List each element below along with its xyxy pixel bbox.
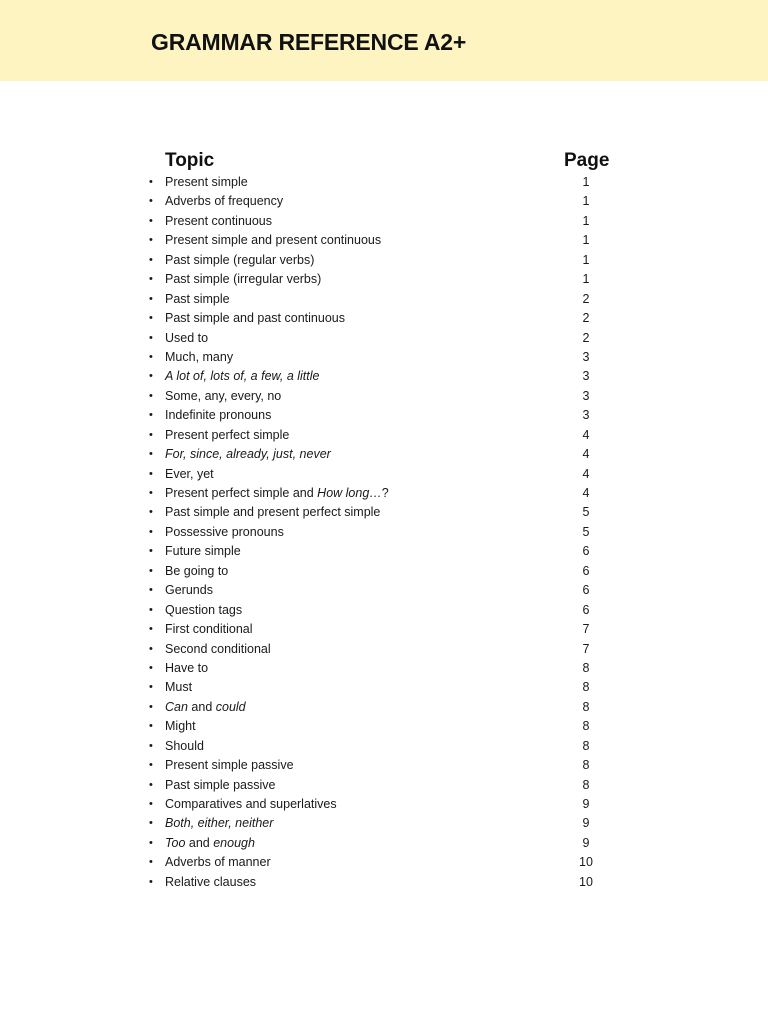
- topic-text: Past simple (irregular verbs): [165, 272, 322, 287]
- list-item: [0, 873, 768, 892]
- page-number: 1: [582, 194, 590, 209]
- list-item: [0, 348, 768, 367]
- page-number: 6: [582, 544, 590, 559]
- bullet-icon: •: [149, 487, 153, 499]
- topic-text: Future simple: [165, 544, 241, 559]
- topic-text: Present perfect simple and: [165, 486, 318, 500]
- page-number: 2: [582, 311, 590, 326]
- bullet-icon: •: [149, 176, 153, 188]
- header-band: [0, 0, 768, 81]
- page-number: 3: [582, 388, 590, 403]
- topic-text: Second conditional: [165, 641, 271, 656]
- page-number: 8: [582, 738, 590, 753]
- topic-name: [165, 678, 192, 697]
- topic-name: [165, 192, 283, 211]
- topic-text: Comparatives and superlatives: [165, 797, 337, 811]
- topic-text: Possessive pronouns: [165, 524, 284, 539]
- bullet-icon: •: [149, 875, 153, 888]
- bullet-icon: •: [149, 661, 153, 674]
- topic-text: Relative clauses: [165, 874, 257, 889]
- topic-text: A lot of, lots of, a few, a little: [165, 369, 320, 384]
- page-number: 10: [579, 874, 593, 889]
- list-item: [0, 309, 768, 328]
- topic-text: First conditional: [165, 622, 253, 637]
- list-item: [0, 465, 768, 484]
- topic-name: [165, 348, 233, 367]
- topic-name: [165, 465, 214, 484]
- topic-text: Past simple (regular verbs): [165, 252, 315, 267]
- topic-text: and: [185, 835, 214, 850]
- list-item: [0, 678, 768, 697]
- bullet-icon: •: [149, 642, 153, 655]
- topic-list: [0, 173, 768, 892]
- topic-name: [165, 698, 246, 717]
- list-item: [0, 853, 768, 872]
- topic-text: Used to: [165, 330, 209, 345]
- bullet-icon: •: [149, 759, 153, 772]
- bullet-icon: •: [149, 292, 153, 305]
- list-item: [0, 192, 768, 211]
- page-number: 2: [582, 291, 590, 306]
- list-item: [0, 659, 768, 678]
- topic-text: enough: [213, 835, 255, 850]
- page-number: 6: [582, 563, 590, 578]
- bullet-icon: •: [149, 467, 153, 480]
- page-number: 8: [582, 777, 590, 792]
- topic-name: [165, 503, 380, 522]
- topic-name: [165, 406, 271, 425]
- topic-name: [165, 270, 321, 289]
- bullet-icon: •: [149, 370, 153, 383]
- page-number: 1: [582, 233, 590, 248]
- list-item: [0, 445, 768, 464]
- bullet-icon: •: [149, 603, 153, 616]
- page-number: 8: [582, 719, 590, 734]
- topic-name: [165, 756, 294, 775]
- bullet-icon: •: [149, 817, 153, 830]
- topic-name: [165, 601, 242, 620]
- list-item: [0, 251, 768, 270]
- topic-text: Past simple passive: [165, 777, 276, 792]
- page-number: 9: [582, 797, 590, 811]
- bullet-icon: •: [149, 720, 153, 733]
- topic-text: Some, any, every, no: [165, 388, 282, 403]
- bullet-icon: •: [149, 214, 153, 227]
- page-number: 8: [582, 758, 590, 773]
- list-item: [0, 737, 768, 756]
- page-number: 1: [582, 252, 590, 267]
- bullet-icon: •: [149, 798, 153, 810]
- list-item: [0, 406, 768, 425]
- page-number: 7: [582, 622, 590, 637]
- topic-text: Much, many: [165, 349, 234, 364]
- page-number: 7: [582, 641, 590, 656]
- bullet-icon: •: [149, 273, 153, 286]
- list-item: [0, 620, 768, 639]
- bullet-icon: •: [149, 234, 153, 247]
- topic-text: Might: [165, 719, 196, 734]
- topic-name: [165, 640, 271, 659]
- list-item: [0, 542, 768, 561]
- bullet-icon: •: [149, 253, 153, 266]
- list-item: [0, 387, 768, 406]
- topic-text: Too: [165, 835, 186, 850]
- list-item: [0, 212, 768, 231]
- topic-text: Present perfect simple: [165, 427, 290, 442]
- topic-text: Gerunds: [165, 583, 213, 598]
- topic-name: [165, 290, 230, 309]
- page-number: 10: [579, 855, 593, 870]
- page-number: 8: [582, 660, 590, 675]
- list-item: [0, 173, 768, 192]
- list-item: [0, 503, 768, 522]
- topic-text: For, since, already, just, never: [165, 447, 331, 462]
- list-item: [0, 562, 768, 581]
- list-item: [0, 601, 768, 620]
- list-item: [0, 776, 768, 795]
- bullet-icon: •: [149, 195, 153, 208]
- topic-text: Indefinite pronouns: [165, 408, 272, 423]
- topic-text: Be going to: [165, 563, 229, 578]
- topic-name: [165, 659, 208, 678]
- bullet-icon: •: [149, 739, 153, 752]
- topic-name: [165, 814, 273, 833]
- topic-text: Present simple and present continuous: [165, 233, 382, 248]
- topic-name: [165, 251, 314, 270]
- topic-text: and: [187, 699, 216, 714]
- topic-name: [165, 212, 272, 231]
- list-item: [0, 329, 768, 348]
- topic-name: [165, 562, 228, 581]
- list-item: [0, 756, 768, 775]
- bullet-icon: •: [149, 545, 153, 558]
- topic-text: Past simple and past continuous: [165, 311, 345, 326]
- topic-name: [165, 173, 248, 192]
- topic-name: [165, 387, 281, 406]
- bullet-icon: •: [149, 389, 153, 402]
- page-number: 3: [582, 408, 590, 423]
- list-item: [0, 231, 768, 250]
- list-item: [0, 523, 768, 542]
- page-number: 3: [582, 369, 590, 384]
- topic-text: Present simple passive: [165, 758, 294, 773]
- topic-name: [165, 523, 284, 542]
- topic-text: How long…: [317, 486, 382, 500]
- topic-name: [165, 873, 256, 892]
- page-number: 5: [582, 524, 590, 539]
- topic-text: could: [215, 699, 246, 714]
- bullet-icon: •: [149, 331, 153, 344]
- topic-name: [165, 795, 337, 814]
- list-item: [0, 640, 768, 659]
- page-number: 8: [582, 680, 590, 695]
- bullet-icon: •: [149, 700, 153, 713]
- bullet-icon: •: [149, 623, 153, 636]
- topic-name: [165, 484, 389, 503]
- page-number: 4: [582, 466, 590, 481]
- page-number: 1: [582, 272, 590, 287]
- page-number: 4: [582, 486, 590, 500]
- bullet-icon: •: [149, 506, 153, 519]
- topic-name: [165, 776, 275, 795]
- bullet-icon: •: [149, 448, 153, 461]
- page-number: 6: [582, 602, 590, 617]
- bullet-icon: •: [149, 778, 153, 791]
- topic-name: [165, 834, 255, 853]
- topic-name: [165, 737, 204, 756]
- topic-text: Should: [165, 738, 204, 753]
- list-item: [0, 814, 768, 833]
- topic-name: [165, 426, 289, 445]
- topic-name: [165, 620, 253, 639]
- page-number: 1: [582, 175, 590, 189]
- list-item: [0, 834, 768, 853]
- topic-text: Both, either, neither: [165, 816, 274, 831]
- bullet-icon: •: [149, 856, 153, 869]
- page-number: 9: [582, 835, 590, 850]
- list-item: [0, 717, 768, 736]
- bullet-icon: •: [149, 350, 153, 363]
- list-item: [0, 795, 768, 814]
- topic-text: Adverbs of frequency: [165, 194, 284, 209]
- topic-name: [165, 329, 208, 348]
- page-number: 6: [582, 583, 590, 598]
- topic-name: [165, 717, 196, 736]
- bullet-icon: •: [149, 681, 153, 694]
- page-number: 2: [582, 330, 590, 345]
- topic-text: Ever, yet: [165, 466, 214, 481]
- bullet-icon: •: [149, 312, 153, 325]
- topic-name: [165, 542, 241, 561]
- list-item: [0, 290, 768, 309]
- list-item: [0, 698, 768, 717]
- page-number: 9: [582, 816, 590, 831]
- page-column-header: Page: [564, 150, 610, 171]
- topic-text: Can: [165, 699, 188, 714]
- topic-text: ?: [381, 486, 389, 500]
- topic-name: [165, 581, 213, 600]
- page-number: 3: [582, 349, 590, 364]
- list-item: [0, 270, 768, 289]
- topic-column-header: Topic: [165, 150, 215, 171]
- list-item: [0, 426, 768, 445]
- topic-name: [165, 231, 381, 250]
- bullet-icon: •: [149, 584, 153, 597]
- topic-name: [165, 309, 345, 328]
- bullet-icon: •: [149, 525, 153, 538]
- topic-text: Present simple: [165, 175, 248, 189]
- topic-name: [165, 367, 319, 386]
- topic-name: [165, 853, 271, 872]
- bullet-icon: •: [149, 409, 153, 422]
- topic-text: Have to: [165, 660, 209, 675]
- page-number: 4: [582, 427, 590, 442]
- topic-text: Present continuous: [165, 213, 273, 228]
- list-item: [0, 367, 768, 386]
- bullet-icon: •: [149, 428, 153, 441]
- list-item: [0, 581, 768, 600]
- topic-text: Question tags: [165, 602, 243, 617]
- page-number: 4: [582, 447, 590, 462]
- list-item: [0, 484, 768, 503]
- bullet-icon: •: [149, 836, 153, 849]
- page-number: 8: [582, 699, 590, 714]
- bullet-icon: •: [149, 564, 153, 577]
- topic-text: Past simple and present perfect simple: [165, 505, 381, 520]
- topic-text: Adverbs of manner: [165, 855, 271, 870]
- page-title: GRAMMAR REFERENCE A2+: [151, 29, 467, 55]
- page-number: 1: [582, 213, 590, 228]
- page-number: 5: [582, 505, 590, 520]
- topic-name: [165, 445, 331, 464]
- topic-text: Must: [165, 680, 193, 695]
- topic-text: Past simple: [165, 291, 230, 306]
